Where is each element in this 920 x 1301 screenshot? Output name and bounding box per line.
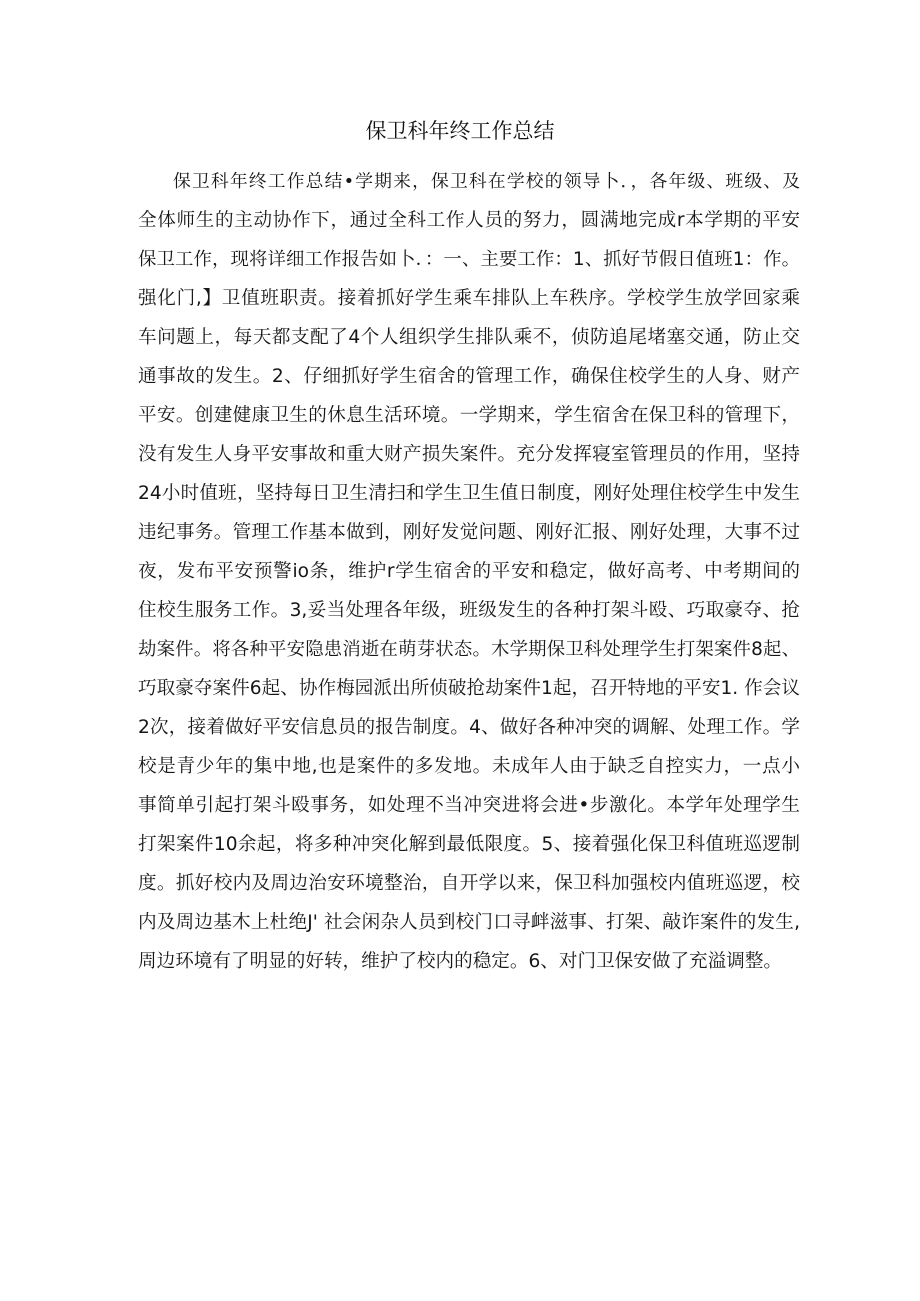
paragraph-line: 通事故的发生。2、仔细抓好学生宿舍的管理工作，确保住校学生的人身、财产 <box>138 366 800 387</box>
paragraph-line: 24小时值班，坚持每日卫生清扫和学生卫生值日制度，刚好处理住校学生中发生 <box>138 483 800 504</box>
paragraph-line: 强化门,】卫值班职责。接着抓好学生乘车排队上车秩序。学校学生放学回家乘 <box>138 288 800 309</box>
paragraph-line: 保卫工作，现将详细工作报告如卜．：一、主要工作：1、抓好节假日值班1：作。 <box>138 249 800 270</box>
paragraph-line: 度。抓好校内及周边治安环境整治，自开学以来，保卫科加强校内值班巡逻，校 <box>138 873 800 894</box>
paragraph-line: 没有发生人身平安事故和重大财产损失案件。充分发挥寝室管理员的作用，坚持 <box>138 444 800 465</box>
document-title: 保卫科年终工作总结 <box>365 119 555 143</box>
paragraph-line: 保卫科年终工作总结•学期来，保卫科在学校的领导卜．，各年级、班级、及 <box>173 171 800 192</box>
paragraph-line: 违纪事务。管理工作基本做到，刚好发觉问题、刚好汇报、刚好处理，大事不过 <box>138 522 800 543</box>
paragraph-line: 劫案件。将各种平安隐患消逝在萌芽状态。木学期保卫科处理学生打架案件8起、 <box>138 639 800 660</box>
paragraph-line: 周边环境有了明显的好转，维护了校内的稳定。6、对门卫保安做了充溢调整。 <box>138 951 783 972</box>
paragraph-line: 全体师生的主动协作下，通过全科工作人员的努力，圆满地完成r本学期的平安 <box>138 210 800 231</box>
paragraph-line: 内及周边基木上杜绝J' 社会闲杂人员到校门口寻衅滋事、打架、敲诈案件的发生, <box>138 912 800 933</box>
paragraph-line: 平安。创建健康卫生的休息生活环境。一学期来，学生宿舍在保卫科的管理下， <box>138 405 800 426</box>
paragraph-line: 事简单引起打架斗殴事务，如处理不当冲突进将会进•步激化。本学年处理学生 <box>138 795 800 816</box>
paragraph-line: 车问题上，每天都支配了4个人组织学生排队乘不，侦防追尾堵塞交通，防止交 <box>138 327 800 348</box>
paragraph-line: 打架案件10余起，将多种冲突化解到最低限度。5、接着强化保卫科值班巡逻制 <box>138 834 800 855</box>
paragraph-line: 住校生服务工作。3,妥当处理各年级，班级发生的各种打架斗殴、巧取豪夺、抢 <box>138 600 800 621</box>
paragraph-line: 校是青少年的集中地,也是案件的多发地。未成年人由于缺乏自控实力，一点小 <box>138 756 800 777</box>
document-body <box>138 162 800 981</box>
paragraph-line: 巧取豪夺案件6起、协作梅园派出所侦破抢劫案件1起，召开特地的平安1. 作会议 <box>138 678 800 699</box>
paragraph-line: 2次，接着做好平安信息员的报告制度。4、做好各种冲突的调解、处理工作。学 <box>138 717 800 738</box>
paragraph-line: 夜，发布平安预警io条，维护r学生宿舍的平安和稳定，做好高考、中考期间的 <box>138 561 800 582</box>
